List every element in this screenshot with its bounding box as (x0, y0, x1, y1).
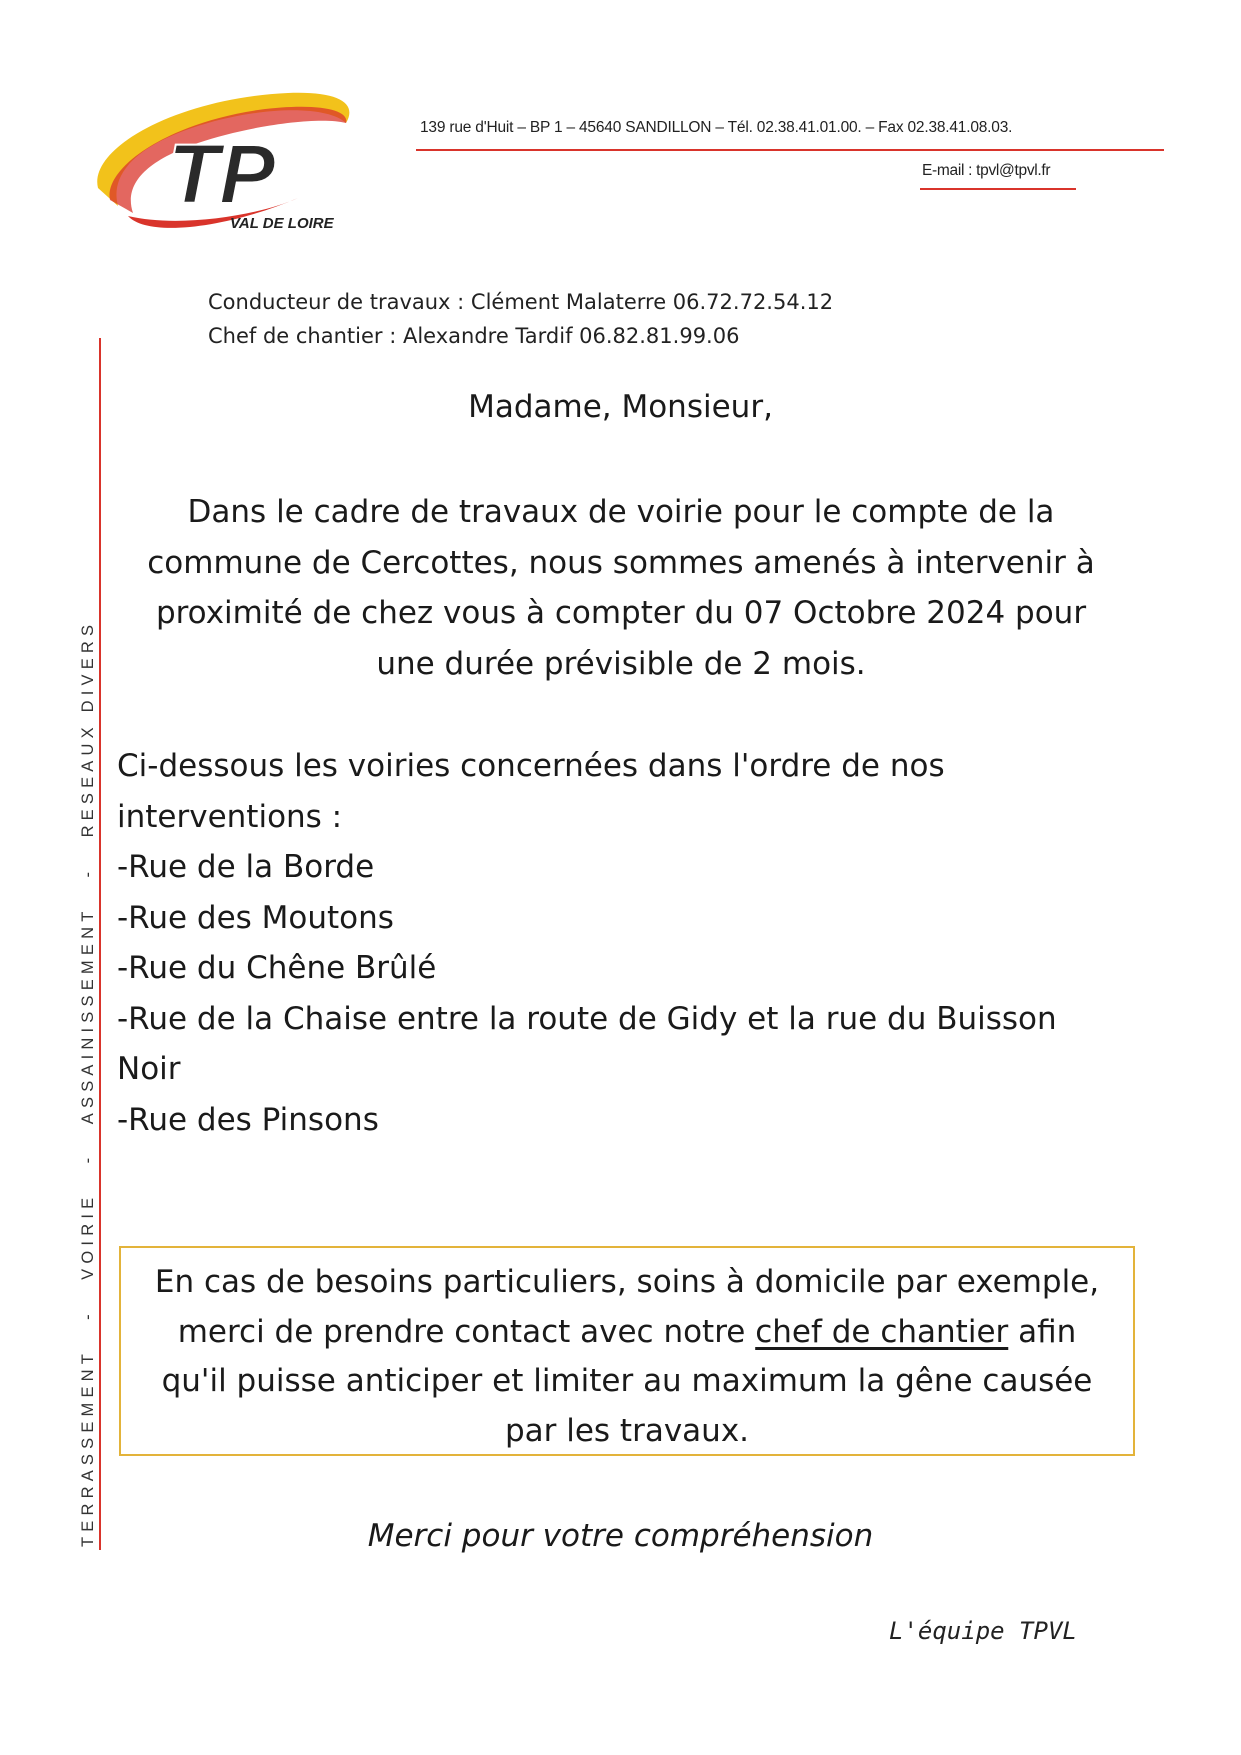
street-item: Noir (117, 1051, 181, 1087)
street-item: -Rue des Moutons (117, 899, 394, 936)
signature: L'équipe TPVL (889, 1617, 1077, 1645)
notice-line: par les travaux. (504, 1412, 750, 1449)
notice-line (129, 1308, 1125, 1358)
works-manager-line: Conducteur de travaux : Clément Malaterre 06.72.72.54.12 (208, 290, 834, 314)
notice-line: En cas de besoins particuliers, soins à domicile par exemple, (154, 1264, 1100, 1300)
intro-line: Dans le cadre de travaux de voirie pour le compte de la (187, 494, 1055, 530)
company-logo (88, 88, 378, 238)
notice-box (119, 1246, 1135, 1456)
notice-text: merci de prendre contact avec notre (177, 1313, 756, 1350)
logo-letters: TP (168, 127, 276, 221)
site-manager-line: Chef de chantier : Alexandre Tardif 06.82.81.99.06 (208, 324, 740, 348)
header-divider (416, 149, 1164, 151)
intro-line: proximité de chez vous à compter du 07 Octobre 2024 pour (155, 595, 1087, 631)
sidebar-activities (76, 447, 100, 1547)
sidebar-activities-text: TERRASSEMENT - VOIRIE - ASSAINISSEMENT - RESEAUX DIVERS (79, 619, 97, 1547)
street-item: -Rue de la Chaise entre la route de Gidy et la rue du Buisson (117, 1000, 1057, 1037)
company-email: E-mail : tpvl@tpvl.fr (922, 162, 1051, 179)
notice-text: afin (1008, 1313, 1077, 1350)
streets-list (117, 842, 1157, 1145)
intro-paragraph (115, 487, 1127, 689)
intro-line: commune de Cercottes, nous sommes amenés à intervenir à (147, 544, 1095, 581)
street-item: -Rue du Chêne Brûlé (117, 950, 437, 986)
email-underline (920, 188, 1076, 190)
intro-line: une durée prévisible de 2 mois. (376, 645, 866, 682)
street-item: -Rue de la Borde (117, 849, 375, 885)
contacts-block (208, 285, 833, 353)
company-address: 139 rue d'Huit – BP 1 – 45640 SANDILLON – Tél. 02.38.41.01.00. – Fax 02.38.41.08.03. (420, 119, 1013, 136)
logo-subtext: VAL DE LOIRE (230, 215, 334, 232)
street-item: -Rue des Pinsons (117, 1101, 379, 1138)
streets-intro-line: interventions : (117, 798, 343, 835)
notice-line: qu'il puisse anticiper et limiter au maximum la gêne causée (161, 1363, 1093, 1399)
greeting: Madame, Monsieur, (468, 389, 773, 425)
thanks-line: Merci pour votre compréhension (367, 1518, 874, 1554)
site-manager-emphasis: chef de chantier (755, 1313, 1009, 1350)
streets-intro (117, 741, 1157, 842)
streets-intro-line: Ci-dessous les voiries concernées dans l'ordre de nos (117, 748, 945, 784)
